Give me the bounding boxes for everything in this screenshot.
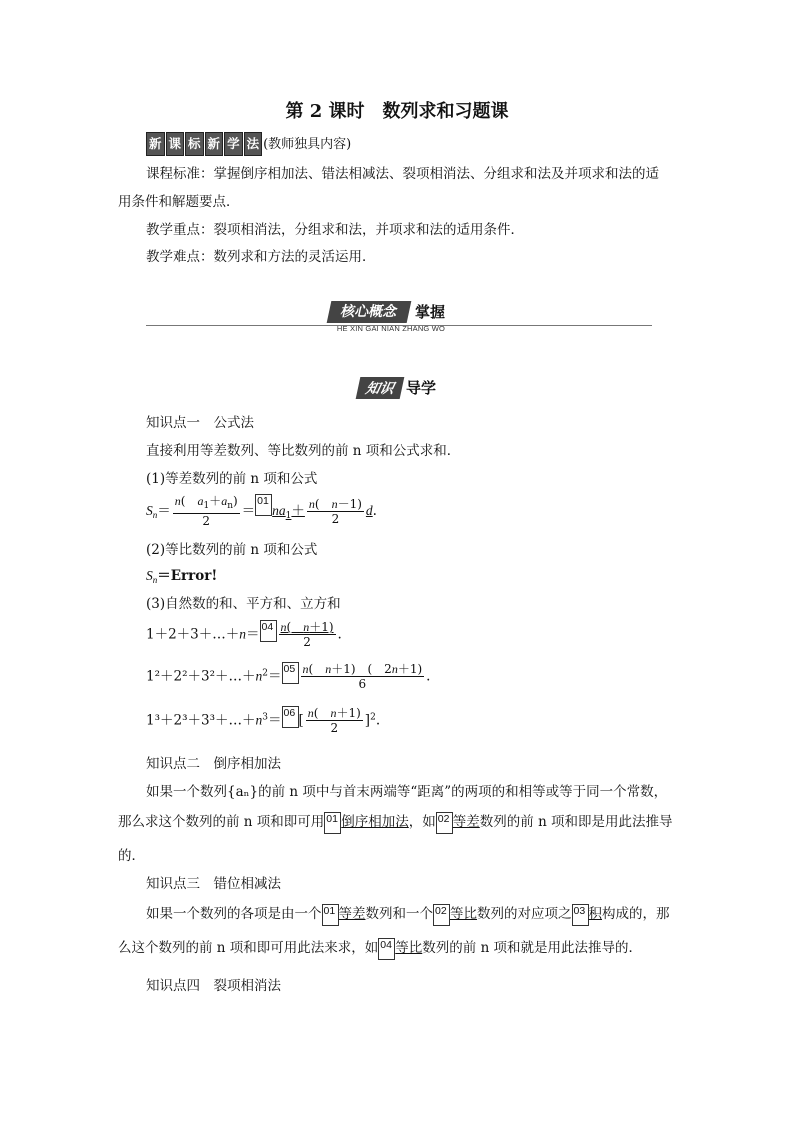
knowledge-banner-dark: 知识: [356, 377, 405, 399]
k3-answer-2: 等比: [450, 906, 477, 922]
answer-box: 04: [378, 938, 395, 960]
answer-box: 02: [436, 812, 453, 834]
k4-heading: 知识点四 裂项相消法: [146, 978, 281, 994]
natural-sum-formula: 1＋2＋3＋…＋n＝ 04 $\frac{n( n+1)}{2}$ .: [146, 620, 342, 649]
answer-box: 01: [322, 904, 339, 926]
k1-item2: (2)等比数列的前 n 项和公式: [146, 542, 318, 558]
answer-box: 06: [282, 706, 299, 728]
teaching-difficulty: 教学难点：数列求和方法的灵活运用．: [146, 249, 376, 265]
k2-line3: 的．: [118, 848, 145, 864]
k3-text: 数列的前 n 项和就是用此法推导的．: [422, 940, 643, 956]
page-title: 第 2 课时 数列求和习题课: [285, 101, 509, 122]
k2-line2: [118, 812, 673, 834]
k1-item3: (3)自然数的和、平方和、立方和: [146, 596, 341, 612]
badge-char: 法: [244, 132, 263, 156]
cube-sum-lhs: 1³＋2³＋3³＋…＋: [146, 712, 256, 729]
answer-box: 02: [433, 904, 450, 926]
answer-box: 04: [260, 620, 277, 642]
section-banner-pinyin: HE XIN GAI NIAN ZHANG WO: [336, 324, 446, 333]
k2-heading: 知识点二 倒序相加法: [146, 756, 281, 772]
arith-sum-formula: $S_n=$ $\frac{n( a_1+a_n)}{2}$ $=01na_1+$ $\frac{n( n-1)}{2}$ d.: [146, 494, 377, 528]
k3-text: 如果一个数列的各项是由一个: [146, 906, 322, 922]
section-banner-rest: 掌握: [415, 303, 446, 321]
course-standard-line1: 课程标准：掌握倒序相加法、错法相减法、裂项相消法、分组求和法及并项求和法的适: [146, 166, 659, 182]
teaching-focus: 教学重点：裂项相消法，分组求和法，并项求和法的适用条件．: [146, 222, 524, 238]
badge-char: 学: [224, 132, 243, 156]
k3-answer-3: 积: [588, 906, 602, 922]
course-standard-line2: 用条件和解题要点．: [118, 194, 240, 210]
k3-answer-4: 等比: [395, 940, 423, 956]
badge-char: 新: [205, 132, 224, 156]
k3-answer-1: 等差: [338, 906, 366, 922]
k3-line1: [146, 904, 670, 926]
k3-text: 数列和一个: [365, 906, 433, 922]
square-sum-lhs: 1²＋2²＋3²＋…＋: [146, 668, 256, 685]
k1-intro: 直接利用等差数列、等比数列的前 n 项和公式求和．: [146, 443, 461, 459]
badge-char: 新: [146, 132, 165, 156]
k3-text: 构成的，那: [602, 906, 670, 922]
answer-box: 05: [282, 662, 299, 684]
k3-text: 么这个数列的前 n 项和即可用此法来求，如: [118, 940, 379, 956]
k2-text: 那么求这个数列的前 n 项和即可用: [118, 814, 325, 830]
k1-item1: (1)等差数列的前 n 项和公式: [146, 471, 318, 487]
k2-answer-1: 倒序相加法: [341, 814, 409, 830]
cube-sum-formula: $1^3+2^3+3^3+\dots+n^3= 06$ [ $\frac{n( n+1)}{2}$ ]$^2$.: [146, 706, 381, 735]
k2-line1: 如果一个数列{aₙ}的前 n 项中与首末两端等“距离”的两项的和相等或等于同一个常数，: [146, 784, 668, 800]
section-banner: [329, 301, 453, 323]
badge-note: (教师独具内容): [263, 137, 352, 152]
k2-text: 数列的前 n 项和即是用此法推导: [479, 814, 673, 830]
natural-sum-lhs: 1＋2＋3＋…＋: [146, 626, 240, 643]
k1-heading: 知识点一 公式法: [146, 415, 254, 431]
answer-box: 01: [324, 812, 341, 834]
section-banner-dark: 核心概念: [327, 301, 412, 323]
geo-sum-formula: $S_n=Error$!: [146, 568, 218, 585]
knowledge-banner-rest: 导学: [406, 379, 437, 397]
method-badge: [146, 132, 351, 156]
badge-char: 标: [185, 132, 204, 156]
square-sum-formula: $1^2+2^2+3^2+\dots+n^2= 05$ $\frac{n( n+1) ( 2n+1)}{6}$ .: [146, 662, 431, 691]
answer-box: 03: [572, 904, 589, 926]
answer-box: 01: [255, 494, 272, 516]
k2-text: ，如: [408, 814, 436, 830]
k3-heading: 知识点三 错位相减法: [146, 876, 281, 892]
geo-sum-value: ＝Error!: [157, 568, 218, 584]
k3-line2: [118, 938, 642, 960]
badge-char: 课: [166, 132, 185, 156]
k2-answer-2: 等差: [452, 814, 480, 830]
knowledge-banner: [358, 377, 436, 399]
k3-text: 数列的对应项之: [477, 906, 572, 922]
